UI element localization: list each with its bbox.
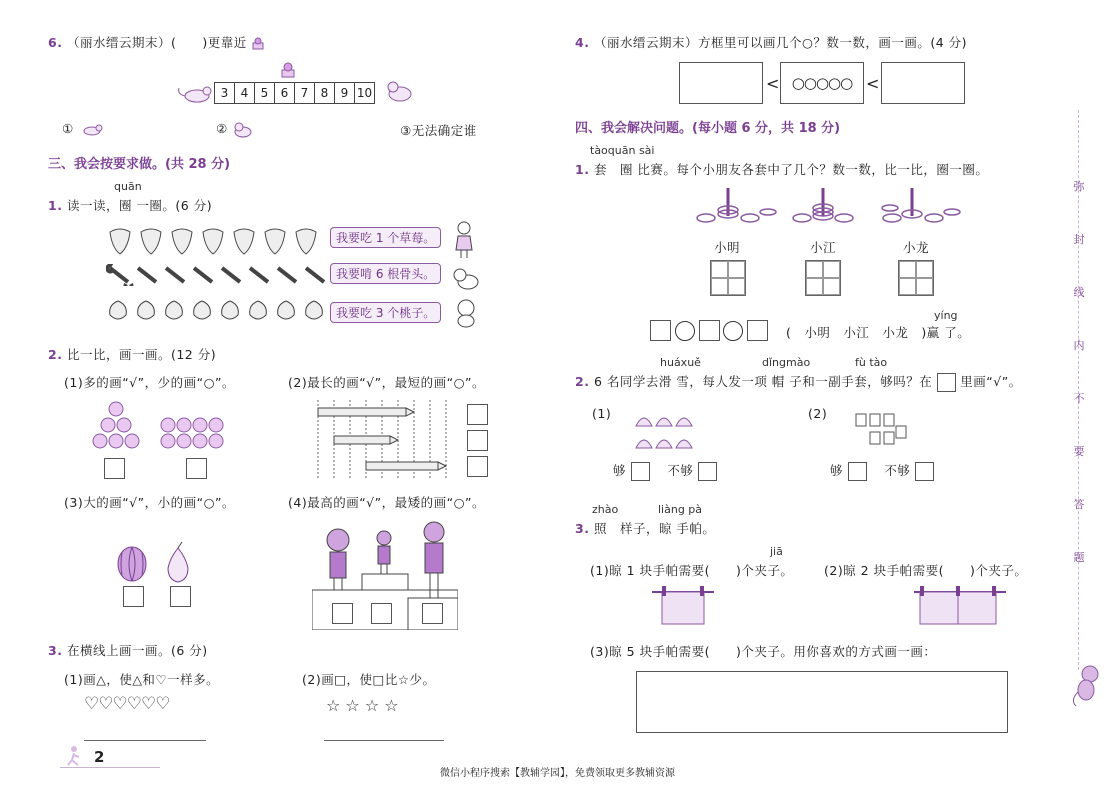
q6-line — [48, 33, 265, 51]
strawberries — [106, 226, 328, 256]
q1-number: 1. — [48, 198, 63, 213]
q4-text: （丽水缙云期末）方框里可以画几个○？数一数，画一画。(4 分) — [593, 35, 968, 50]
enough-box-1[interactable] — [631, 462, 650, 481]
compare-box-3[interactable] — [747, 320, 768, 341]
bones — [106, 264, 328, 286]
option-1-label: ① — [62, 121, 74, 136]
seal-word: 弥 — [1073, 180, 1085, 193]
pinyin-jia: jiā — [770, 545, 783, 558]
answer-box-watermelon[interactable] — [123, 586, 144, 607]
two-handkerchiefs-icon — [912, 584, 1008, 628]
p3-number: 3. — [575, 521, 590, 536]
p2-opt1-enough — [613, 461, 717, 481]
pencils-comparison — [312, 400, 462, 480]
p3-sub2: (2)晾 2 块手帕需要( )个夹子。 — [824, 563, 1028, 578]
q6-text: （丽水缙云期末）( )更靠近 — [66, 35, 247, 50]
answer-box-kid-3[interactable] — [422, 603, 443, 624]
q2-sub1: (1)多的画“√”，少的画“○”。 — [64, 375, 235, 390]
pinyin-liangpa: liàng pà — [658, 503, 703, 516]
p3-sub3: (3)晾 5 块手帕需要( )个夹子。用你喜欢的方式画一画： — [590, 644, 937, 659]
answer-box-pencil-2[interactable] — [467, 430, 488, 451]
q2-text: 比一比，画一画。(12 分) — [66, 347, 217, 362]
seal-word: 要 — [1073, 445, 1085, 458]
seal-word: 答 — [1073, 498, 1085, 511]
q3-text: 在横线上画一画。(6 分) — [66, 643, 208, 658]
mouse-icon — [175, 80, 215, 106]
q6-option-2[interactable] — [216, 121, 254, 138]
p3-text: 照 样子，晾 手帕。 — [593, 521, 716, 536]
one-handkerchief-icon — [650, 584, 716, 628]
puppy-icon — [385, 78, 415, 104]
p1-text: 套 圈 比赛。每个小朋友各套中了几个？数一数，比一比，圈一圈。 — [593, 162, 989, 177]
answer-box-pencil-3[interactable] — [467, 456, 488, 477]
hats-icon — [634, 406, 696, 452]
p3-sub1: (1)晾 1 块手帕需要( )个夹子。 — [590, 563, 794, 578]
q2-number: 2. — [48, 347, 63, 362]
p2-opt2-label: (2) — [808, 406, 828, 421]
number-cell: 4 — [234, 82, 255, 104]
page-number-underline — [60, 767, 160, 768]
less-than-2: < — [866, 74, 880, 93]
q1-pinyin: quān — [114, 180, 142, 193]
puppy-small-icon — [232, 122, 254, 138]
number-cell: 7 — [294, 82, 315, 104]
number-cell: 9 — [334, 82, 355, 104]
q1-line — [48, 196, 212, 214]
q2-sub3: (3)大的画“√”，小的画“○”。 — [64, 495, 235, 510]
watermelon-pear — [116, 540, 196, 584]
seal-word: 线 — [1073, 286, 1085, 299]
hearts-row: ♡♡♡♡♡♡ — [84, 694, 170, 714]
q3-sub1: (1)画△，使△和♡一样多。 — [64, 672, 220, 687]
number-cell: 5 — [254, 82, 275, 104]
number-cell: 3 — [214, 82, 235, 104]
p2-opt1-label: (1) — [592, 406, 612, 421]
number-cells — [215, 82, 375, 104]
runner-icon — [64, 745, 84, 767]
q2-sub4: (4)最高的画“√”，最矮的画“○”。 — [288, 495, 485, 510]
p1-number: 1. — [575, 162, 590, 177]
peach-row — [106, 297, 328, 326]
gloves-icon — [852, 410, 908, 450]
mouse-small-icon — [78, 123, 104, 137]
q3-number: 3. — [48, 643, 63, 658]
name-xiaojiang: 小江 — [810, 240, 837, 255]
answer-line-squares[interactable] — [324, 740, 444, 741]
not-enough-box-1[interactable] — [698, 462, 717, 481]
less-than-1: < — [766, 74, 780, 93]
q4-line — [575, 33, 967, 51]
cake-on-strip-icon — [279, 62, 297, 78]
count-grid-xiaolong[interactable] — [898, 260, 934, 296]
p1-pinyin: tàoquān sài — [590, 144, 655, 157]
p2-inline-box — [937, 373, 956, 392]
enough-box-2[interactable] — [848, 462, 867, 481]
p2-text: 6 名同学去滑 雪，每人发一项 帽 子和一副手套，够吗？在 — [593, 374, 933, 389]
p2-line — [575, 372, 1022, 392]
q1-text: 读一读，圈 一圈。(6 分) — [66, 198, 213, 213]
q2-line — [48, 345, 216, 363]
dog-icon — [452, 266, 480, 292]
monkey-decoration-icon — [1068, 662, 1104, 706]
circle-symbol-1 — [675, 321, 695, 341]
p2-text-2: 里画“√”。 — [960, 374, 1022, 389]
answer-box-flower-2[interactable] — [186, 458, 207, 479]
q3-line — [48, 641, 208, 659]
compare-text: ( 小明 小江 小龙 )赢 了。 — [786, 325, 971, 340]
number-cell: 10 — [354, 82, 375, 104]
not-enough-box-2[interactable] — [915, 462, 934, 481]
seal-word: 不 — [1073, 392, 1085, 405]
p1-line — [575, 160, 988, 178]
not-enough-label-1: 不够 — [667, 463, 694, 478]
compare-box-1[interactable] — [650, 320, 671, 341]
answer-box-kid-2[interactable] — [371, 603, 392, 624]
name-xiaolong: 小龙 — [903, 240, 930, 255]
page-number: 2 — [94, 748, 105, 766]
seal-word: 内 — [1073, 339, 1085, 352]
pinyin-ying: yíng — [934, 309, 958, 322]
q6-option-3[interactable]: ③无法确定谁 — [400, 123, 477, 138]
q6-number: 6. — [48, 35, 63, 50]
q4-box-middle: ○○○○○ — [780, 62, 864, 104]
answer-box-kid-1[interactable] — [332, 603, 353, 624]
enough-label-2: 够 — [830, 463, 844, 478]
cake-icon — [251, 37, 265, 51]
p3-line — [575, 519, 715, 537]
pinyin-huaxue: huáxuě — [660, 356, 701, 369]
answer-box-flower-1[interactable] — [104, 458, 125, 479]
girl-icon — [452, 220, 476, 260]
compare-boxes — [650, 320, 768, 341]
monkey-icon — [452, 298, 480, 328]
pinyin-zhao: zhào — [592, 503, 619, 516]
count-grid-xiaoming[interactable] — [710, 260, 746, 296]
p2-number: 2. — [575, 374, 590, 389]
number-strip — [175, 76, 415, 110]
seal-line-words — [1072, 178, 1086, 565]
ring-toss-pegs — [694, 186, 964, 226]
speech-bubble-bone: 我要啃 6 根骨头。 — [330, 263, 441, 284]
q6-option-1[interactable] — [62, 121, 104, 137]
answer-box-pencil-1[interactable] — [467, 404, 488, 425]
not-enough-label-2: 不够 — [884, 463, 911, 478]
speech-bubble-peach: 我要吃 3 个桃子。 — [330, 302, 441, 323]
q2-sub2: (2)最长的画“√”，最短的画“○”。 — [288, 375, 485, 390]
peaches — [106, 297, 328, 323]
q4-box-left[interactable] — [679, 62, 763, 104]
seal-word: 封 — [1073, 233, 1085, 246]
stars-row: ☆ ☆ ☆ ☆ — [326, 696, 399, 715]
section-3-title: 三、我会按要求做。(共 28 分) — [48, 157, 231, 172]
p2-opt2-enough — [830, 461, 934, 481]
q4-number: 4. — [575, 35, 590, 50]
speech-bubble-strawberry: 我要吃 1 个草莓。 — [330, 227, 441, 248]
flower-groups — [92, 400, 232, 452]
strawberry-row — [106, 226, 328, 256]
pinyin-dingmao: dǐngmào — [762, 356, 811, 369]
circle-symbol-2 — [723, 321, 743, 341]
answer-line-triangles[interactable] — [84, 740, 206, 741]
p3-drawing-box[interactable] — [636, 671, 1008, 733]
option-2-label: ② — [216, 121, 228, 136]
q3-sub2: (2)画□，使□比☆少。 — [302, 672, 436, 687]
enough-label-1: 够 — [613, 463, 627, 478]
bone-row — [106, 264, 328, 289]
count-grid-xiaojiang[interactable] — [805, 260, 841, 296]
pinyin-futao: fù tào — [855, 356, 888, 369]
section-4-title: 四、我会解决问题。(每小题 6 分，共 18 分) — [575, 121, 841, 136]
answer-box-pear[interactable] — [170, 586, 191, 607]
q4-box-right[interactable] — [881, 62, 965, 104]
footer-text: 微信小程序搜索【教辅学园】，免费领取更多教辅资源 — [440, 768, 675, 779]
name-xiaoming: 小明 — [714, 240, 741, 255]
number-cell: 8 — [314, 82, 335, 104]
compare-box-2[interactable] — [699, 320, 720, 341]
number-cell: 6 — [274, 82, 295, 104]
seal-word: 题 — [1073, 551, 1085, 564]
